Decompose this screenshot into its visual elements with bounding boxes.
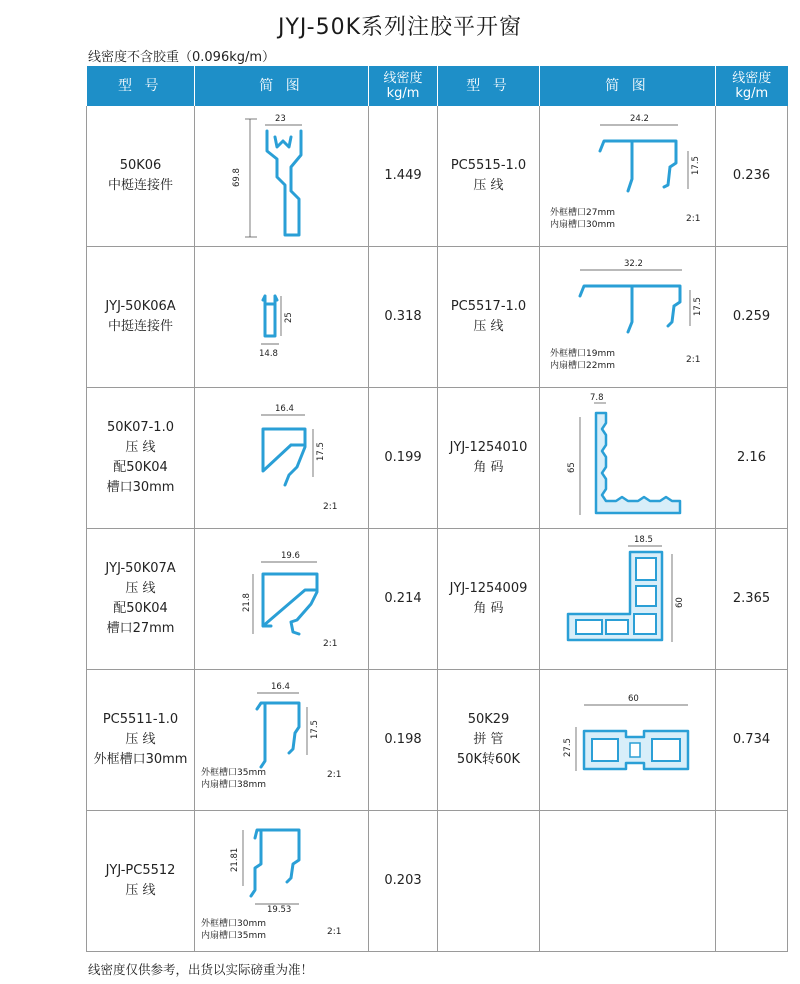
page-title: JYJ-50K系列注胶平开窗 [278, 15, 522, 40]
drawing-cell [540, 529, 716, 670]
dim-label: 19.53 [267, 904, 292, 915]
header-drawing-right: 简 图 [540, 66, 716, 106]
model-match: 配50K04 [113, 601, 168, 616]
model-desc: 压 线 [473, 319, 504, 334]
scale-label: 2:1 [686, 213, 701, 224]
model-slot: 槽口27mm [106, 621, 175, 636]
dim-label: 16.4 [275, 403, 294, 414]
density-value: 1.449 [369, 106, 438, 247]
model-cell [87, 106, 195, 247]
model-cell [87, 247, 195, 388]
scale-label: 2:1 [323, 501, 338, 512]
slot-note: 外框槽口27mm [550, 207, 615, 218]
drawing-cell [540, 388, 716, 529]
drawing-cell [195, 670, 369, 811]
drawing-cell [195, 247, 369, 388]
model-cell [87, 388, 195, 529]
dim-label: 69.8 [232, 167, 242, 187]
model-cell [438, 106, 540, 247]
model-desc: 压 线 [125, 440, 156, 455]
dim-label: 17.5 [316, 441, 326, 461]
dim-label: 17.5 [310, 719, 320, 739]
model-desc: 压 线 [125, 581, 156, 596]
model-match: 配50K04 [113, 460, 168, 475]
model-desc: 中挺连接件 [107, 319, 173, 334]
header-density-left [369, 66, 438, 106]
header-density-right [716, 66, 788, 106]
profile-drawing-50k07 [195, 389, 369, 528]
dim-label: 14.8 [259, 348, 278, 359]
dim-label: 18.5 [634, 534, 653, 545]
slot-note: 内扇槽口38mm [201, 779, 266, 790]
slot-note: 内扇槽口22mm [550, 360, 615, 371]
density-value: 0.199 [369, 388, 438, 529]
dim-label: 21.8 [242, 592, 252, 612]
model-code: 50K06 [119, 158, 162, 173]
dim-label: 60 [628, 693, 639, 704]
table-row [87, 670, 788, 811]
profile-drawing-50k06a [195, 248, 369, 387]
model-code: PC5515-1.0 [450, 158, 527, 173]
header-model-left: 型 号 [87, 66, 195, 106]
model-cell [87, 670, 195, 811]
scale-label: 2:1 [686, 354, 701, 365]
drawing-cell [195, 529, 369, 670]
model-desc: 压 线 [473, 178, 504, 193]
dim-label: 27.5 [563, 737, 573, 757]
profile-drawing-50k29 [540, 671, 716, 810]
scale-label: 2:1 [327, 926, 342, 937]
density-value: 0.198 [369, 670, 438, 811]
slot-note: 外框槽口19mm [550, 348, 615, 359]
table-row [87, 388, 788, 529]
slot-note: 外框槽口30mm [201, 918, 266, 929]
model-cell [438, 388, 540, 529]
dim-label: 65 [567, 461, 577, 473]
model-slot: 外框槽口30mm [93, 752, 188, 767]
header-density-label: 线密度 [732, 71, 772, 86]
model-desc: 角 码 [473, 601, 504, 616]
profile-drawing-pc5511 [195, 671, 369, 810]
model-code: 50K07-1.0 [107, 420, 174, 435]
density-value-empty [716, 811, 788, 952]
model-code: PC5511-1.0 [102, 712, 179, 727]
header-model-right: 型 号 [438, 66, 540, 106]
drawing-cell [195, 811, 369, 952]
model-desc: 压 线 [125, 883, 156, 898]
model-code: 50K29 [467, 712, 510, 727]
table-row [87, 529, 788, 670]
model-slot: 槽口30mm [106, 480, 175, 495]
model-cell-empty [438, 811, 540, 952]
model-code: PC5517-1.0 [450, 299, 527, 314]
model-desc: 角 码 [473, 460, 504, 475]
table-row [87, 247, 788, 388]
drawing-cell [540, 247, 716, 388]
drawing-cell [540, 106, 716, 247]
density-value: 2.16 [716, 388, 788, 529]
header-density-unit: kg/m [735, 86, 769, 101]
scale-label: 2:1 [327, 769, 342, 780]
model-desc: 拼 管 [473, 732, 504, 747]
profile-drawing-pc5515 [540, 107, 716, 246]
model-cell [87, 529, 195, 670]
header-density-unit: kg/m [386, 86, 420, 101]
model-desc: 压 线 [125, 732, 156, 747]
drawing-cell [195, 106, 369, 247]
drawing-cell [195, 388, 369, 529]
footer-note: 线密度仅供参考，出货以实际磅重为准！ [88, 962, 314, 977]
slot-note: 内扇槽口30mm [550, 219, 615, 230]
dim-label: 19.6 [281, 550, 300, 561]
dim-label: 21.81 [230, 847, 240, 872]
dim-label: 7.8 [590, 392, 604, 403]
slot-note: 内扇槽口35mm [201, 930, 266, 941]
model-cell [87, 811, 195, 952]
model-code: JYJ-1254009 [449, 581, 528, 596]
table-row [87, 106, 788, 247]
profile-drawing-50k06 [195, 107, 369, 246]
model-code: JYJ-50K06A [105, 299, 176, 314]
density-value: 0.259 [716, 247, 788, 388]
density-value: 0.203 [369, 811, 438, 952]
model-cell [438, 247, 540, 388]
profile-drawing-pc5512 [195, 812, 369, 951]
dim-label: 25 [284, 311, 294, 323]
scale-label: 2:1 [323, 638, 338, 649]
dim-label: 32.2 [624, 258, 643, 269]
dim-label: 17.5 [691, 155, 701, 175]
profile-drawing-jyj1254010 [540, 389, 716, 528]
model-code: JYJ-50K07A [105, 561, 176, 576]
dim-label: 23 [275, 113, 286, 124]
model-cell [438, 670, 540, 811]
dim-label: 16.4 [271, 681, 290, 692]
slot-note: 外框槽口35mm [201, 767, 266, 778]
model-code: JYJ-1254010 [449, 440, 528, 455]
profile-spec-table [86, 66, 788, 952]
dim-label: 24.2 [630, 113, 649, 124]
density-value: 0.214 [369, 529, 438, 670]
model-conversion: 50K转60K [456, 752, 521, 767]
density-value: 0.318 [369, 247, 438, 388]
dim-label: 17.5 [693, 296, 703, 316]
density-value: 0.236 [716, 106, 788, 247]
profile-drawing-jyj1254009 [540, 530, 716, 669]
table-row [87, 811, 788, 952]
header-drawing-left: 简 图 [195, 66, 369, 106]
profile-drawing-pc5517 [540, 248, 716, 387]
density-value: 2.365 [716, 529, 788, 670]
model-cell [438, 529, 540, 670]
density-note: 线密度不含胶重（0.096kg/m） [88, 50, 276, 65]
profile-drawing-50k07a [195, 530, 369, 669]
table-header-row [87, 66, 788, 106]
header-density-label: 线密度 [383, 71, 423, 86]
model-desc: 中梃连接件 [107, 178, 173, 193]
drawing-cell [540, 670, 716, 811]
density-value: 0.734 [716, 670, 788, 811]
dim-label: 60 [675, 596, 685, 608]
model-code: JYJ-PC5512 [105, 863, 176, 878]
drawing-cell-empty [540, 811, 716, 952]
